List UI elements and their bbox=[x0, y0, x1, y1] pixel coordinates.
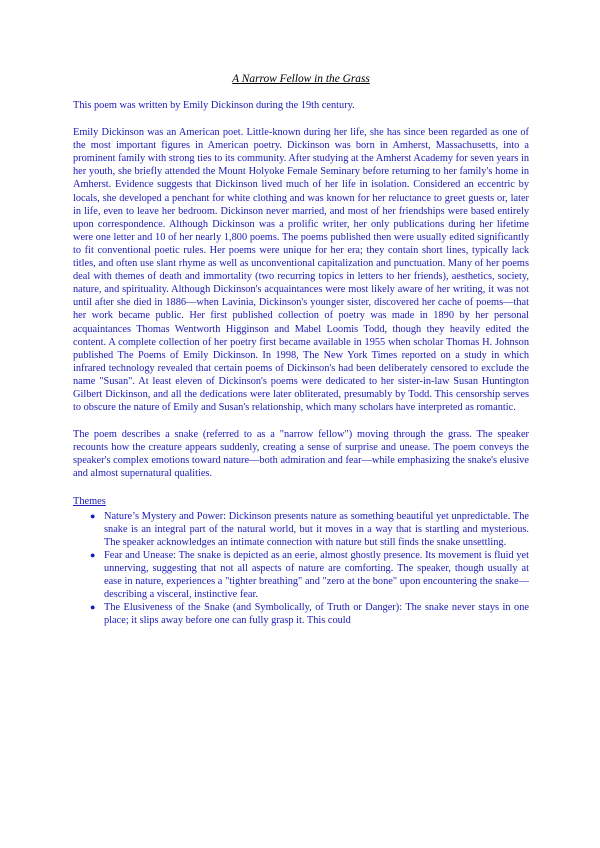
bullet-icon: ● bbox=[90, 549, 96, 560]
theme-text: The Elusiveness of the Snake (and Symbolically, of Truth or Danger): The snake never stays in one place; it slips away before one can fully grasp it. This could bbox=[104, 602, 529, 627]
list-item bbox=[91, 601, 529, 627]
summary-paragraph: The poem describes a snake (referred to as a "narrow fellow") moving through the grass. The speaker recounts how the creature appears suddenly, creating a sense of surprise and unease. The poem conveys the speaker's complex emotions toward nature—both admiration and fear—while emphasizing the snake's elusive and almost supernatural qualities. bbox=[73, 429, 529, 480]
list-item bbox=[91, 510, 529, 549]
biography-paragraph: Emily Dickinson was an American poet. Little-known during her life, she has since been regarded as one of the most important figures in American poetry. Dickinson was born in Amherst, Massachusetts, into a prominent family with strong ties to its community. After studying at the Amherst Academy for seven years in her youth, she briefly attended the Mount Holyoke Female Seminary before returning to her family's home in Amherst. Evidence suggests that Dickinson lived much of her life in isolation. Considered an eccentric by locals, she developed a penchant for white clothing and was known for her reluctance to greet guests or, later in life, even to leave her bedroom. Dickinson never married, and most of her friendships were based entirely upon correspondence. Although Dickinson was a prolific writer, her only publications during her lifetime were one letter and 10 of her nearly 1,800 poems. The poems published then were usually edited significantly to fit conventional poetic rules. Her poems were unique for her era; they contain short lines, typically lack titles, and often use slant rhyme as well as unconventional capitalization and punctuation. Many of her poems deal with themes of death and immortality (two recurring topics in letters to her friends), aesthetics, society, nature, and spirituality. Although Dickinson's acquaintances were most likely aware of her writing, it was not until after she died in 1886—when Lavinia, Dickinson's younger sister, discovered her cache of poems—that her work became public. Her first published collection of poetry was made in 1890 by her personal acquaintances Thomas Wentworth Higginson and Mabel Loomis Todd, though they heavily edited the content. A complete collection of her poetry first became available in 1955 when scholar Thomas H. Johnson published The Poems of Emily Dickinson. In 1998, The New York Times reported on a study in which infrared technology revealed that certain poems of Dickinson's had been deliberately censored to exclude the name "Susan". At least eleven of Dickinson's poems were dedicated to her sister-in-law Susan Huntington Gilbert Dickinson, and all the dedications were later obliterated, presumably by Todd. This censorship serves to obscure the nature of Emily and Susan's relationship, which many scholars have interpreted as romantic. bbox=[73, 127, 529, 414]
bullet-icon: ● bbox=[90, 602, 96, 613]
document-page bbox=[73, 72, 529, 627]
intro-paragraph: This poem was written by Emily Dickinson during the 19th century. bbox=[73, 100, 355, 111]
themes-heading: Themes bbox=[73, 495, 106, 507]
themes-list bbox=[73, 510, 529, 628]
theme-text: Fear and Unease: The snake is depicted as an eerie, almost ghostly presence. Its movement is fluid yet unnerving, suggesting that not all aspects of nature are comforting. The speaker, though usually at ease in nature, experiences a "tighter breathing" and "zero at the bone" upon encountering the snake—describing a visceral, instinctive fear. bbox=[104, 549, 529, 601]
document-title: A Narrow Fellow in the Grass bbox=[232, 73, 370, 85]
theme-text: Nature’s Mystery and Power: Dickinson presents nature as something beautiful yet unpredictable. The snake is an integral part of the natural world, but it moves in a way that is startling and mysterious. The speaker acknowledges an intimate connection with nature but still finds the snake unsettling. bbox=[104, 510, 529, 548]
list-item bbox=[91, 549, 529, 601]
bullet-icon: ● bbox=[90, 510, 96, 521]
